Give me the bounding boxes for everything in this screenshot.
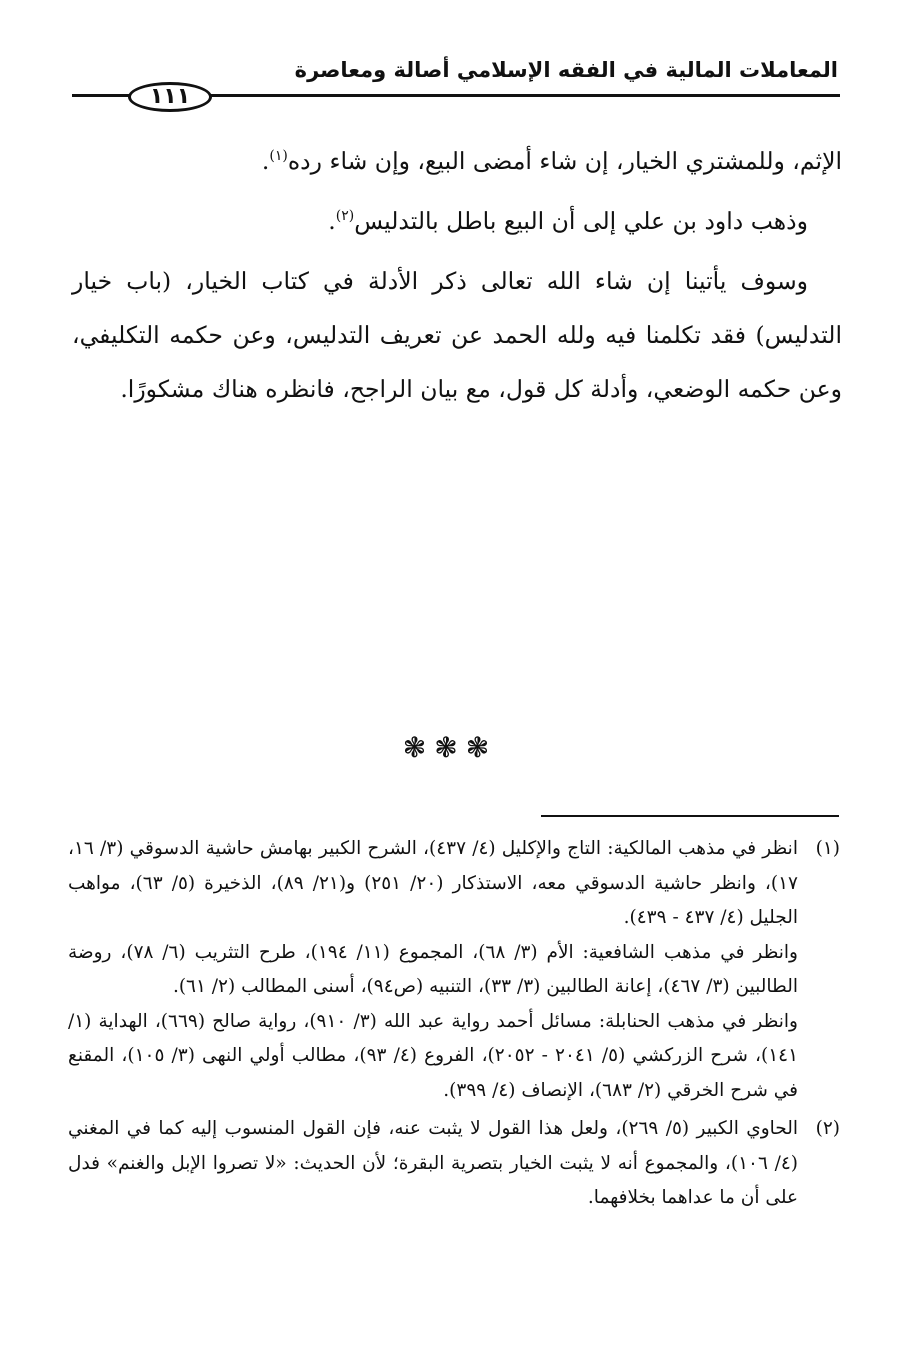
footnote-ref-2[interactable]: (٢) xyxy=(335,208,355,225)
body-paragraph-1-text: الإثم، وللمشتري الخيار، إن شاء أمضى البيع، وإن شاء رده xyxy=(287,147,842,175)
footnote-separator xyxy=(541,815,839,817)
footnote-2-number: (٢) xyxy=(815,1118,840,1139)
body-paragraph-2-text: وذهب داود بن علي إلى أن البيع باطل بالتدليس xyxy=(354,207,808,235)
section-divider-ornament-icon: ❃❃❃ xyxy=(402,731,498,764)
body-paragraph-1-end: . xyxy=(261,147,270,175)
page-number: ١١١ xyxy=(128,82,212,112)
footnote-1-number: (١) xyxy=(815,838,840,859)
footnote-2-paragraph-1: الحاوي الكبير (٥/ ٢٦٩)، ولعل هذا القول لا يثبت عنه، فإن القول المنسوب إليه كما في المغني (٤/ ١٠٦)، والمجموع أنه لا يثبت الخيار بتصرية البقرة؛ لأن الحديث: «لا تصروا الإبل والغنم» فدل على أن ما عداهما بخلافهما. xyxy=(68,1118,798,1208)
footnote-1 xyxy=(68,832,840,1108)
body-paragraph-3: وسوف يأتينا إن شاء الله تعالى ذكر الأدلة في كتاب الخيار، (باب خيار التدليس) فقد تكلمنا فيه ولله الحمد عن تعريف التدليس، وعن حكمه التكليفي، وعن حكمه الوضعي، وأدلة كل قول، مع بيان الراجح، فانظره هناك مشكورًا. xyxy=(72,267,842,403)
main-text xyxy=(72,134,842,416)
body-paragraph-2-end: . xyxy=(328,207,336,235)
footnote-1-paragraph-1: انظر في مذهب المالكية: التاج والإكليل (٤/ ٤٣٧)، الشرح الكبير بهامش حاشية الدسوقي (٣/ ١٦، ١٧)، وانظر حاشية الدسوقي معه، الاستذكار (٢٠/ ٢٥١) و(٢١/ ٨٩)، الذخيرة (٥/ ٦٣)، مواهب الجليل (٤/ ٤٣٧ - ٤٣٩). xyxy=(68,838,798,928)
footnotes xyxy=(68,832,840,1220)
footnote-2 xyxy=(68,1112,840,1216)
footnote-1-paragraph-3: وانظر في مذهب الحنابلة: مسائل أحمد رواية عبد الله (٣/ ٩١٠)، رواية صالح (٦٦٩)، الهداية (١/ ١٤١)، شرح الزركشي (٥/ ٢٠٤١ - ٢٠٥٢)، الفروع (٤/ ٩٣)، مطالب أولي النهى (٣/ ١٠٥)، المقنع في شرح الخرقي (٢/ ٦٨٣)، الإنصاف (٤/ ٣٩٩). xyxy=(68,1010,799,1101)
body-paragraph-1 xyxy=(72,134,842,188)
footnote-ref-1[interactable]: (١) xyxy=(269,148,288,165)
body-paragraph-2 xyxy=(72,194,842,248)
running-header-title: المعاملات المالية في الفقه الإسلامي أصالة ومعاصرة xyxy=(294,58,838,82)
footnote-1-paragraph-2: وانظر في مذهب الشافعية: الأم (٣/ ٦٨)، المجموع (١١/ ١٩٤)، طرح التثريب (٦/ ٧٨)، روضة الطالبين (٣/ ٤٦٧)، إعانة الطالبين (٣/ ٣٣)، التنبيه (ص٩٤)، أسنى المطالب (٢/ ٦١). xyxy=(68,941,798,997)
